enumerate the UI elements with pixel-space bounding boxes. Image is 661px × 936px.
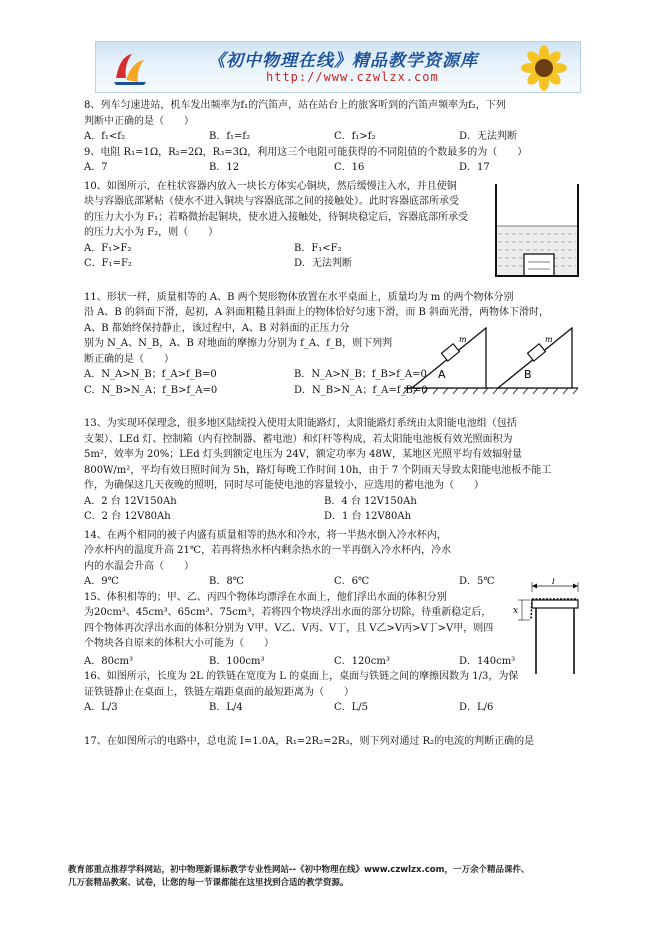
options-row xyxy=(84,241,584,257)
options-row xyxy=(84,129,584,145)
option-b[interactable]: B．f₁=f₂ xyxy=(209,131,251,142)
option-c[interactable]: C．6℃ xyxy=(334,576,370,587)
option-d[interactable]: D．5℃ xyxy=(459,576,495,587)
hang-x-label: x xyxy=(513,606,519,616)
option-d[interactable]: D．无法判断 xyxy=(459,131,518,142)
option-c[interactable]: C．16 xyxy=(334,162,365,173)
question-text: 9、电阻 R₁=1Ω，R₂=2Ω，R₃=3Ω，利用这三个电阻可能获得的不同阻值的个数最多的为（ ） xyxy=(84,146,528,158)
question-14 xyxy=(84,528,584,590)
wedge-a-label: A xyxy=(438,368,446,381)
option-b[interactable]: B．8℃ xyxy=(209,576,244,587)
question-text: 内的水温会升高（ ） xyxy=(84,560,194,572)
question-15 xyxy=(84,590,584,670)
question-17 xyxy=(84,734,584,750)
option-b[interactable]: B．100cm³ xyxy=(209,655,265,667)
option-d[interactable]: D．17 xyxy=(459,162,490,173)
footer-line: 几万套精品教案、试卷，让您的每一节课都能在这里找到合适的教学资源。 xyxy=(68,878,349,888)
options-row xyxy=(84,574,584,590)
footer-line: 教育部重点推荐学科网站，初中物理新课标教学专业性网站--《初中物理在线》www.czwlzx.com，一万余个精品课件、 xyxy=(68,865,530,875)
question-text: A、B 都始终保持静止，该过程中，A、B 对斜面的正压力分 xyxy=(84,322,350,334)
question-text: 作，为确保这几天夜晚的照明，同时尽可能使电池的容量较小，应选用的蓄电池为（ ） xyxy=(84,480,484,491)
question-text: 断正确的是（ ） xyxy=(84,353,174,365)
question-text: 判断中正确的是（ ） xyxy=(84,115,194,127)
question-text: 800W/m²，平均有效日照时间为 5h，路灯每晚工作时间 10h，由于 7 个阴雨天导致太阳能电池板不能工 xyxy=(84,464,552,476)
option-a[interactable]: A．f₁<f₂ xyxy=(84,131,126,142)
option-d[interactable]: D．140cm³ xyxy=(459,655,516,667)
question-text: 10、如图所示，在柱状容器内放入一块长方体实心铜块，然后缓慢注入水，并且使铜 xyxy=(84,180,457,192)
page-footer xyxy=(68,864,588,890)
question-text: 支架）、LEd 灯、控制箱（内有控制器、蓄电池）和灯杆等构成，若太阳能电池板有效光照面积为 xyxy=(84,433,513,445)
question-text: 8、列车匀速进站，机车发出频率为f₁的汽笛声，站在站台上的旅客听到的汽笛声频率为f₂，下列 xyxy=(84,100,506,111)
option-c[interactable]: C．L/5 xyxy=(334,702,369,713)
question-text: 14、在两个相同的被子内盛有质量相等的热水和冷水，将一半热水倒入冷水杯内， xyxy=(84,529,447,541)
question-text: 为20cm³、45cm³、65cm³、75cm³，若将四个物块浮出水面的部分切除，待重新稳定后， xyxy=(84,607,492,618)
question-text: 个物块各自原来的体积大小可能为（ ） xyxy=(84,638,274,649)
option-c[interactable]: C．N_B>N_A；f_B>f_A=0 xyxy=(84,384,218,396)
question-text: 块与容器底部紧帖（使水不进入铜块与容器底部之间的接触处）。此时容器底部所承受 xyxy=(84,196,459,207)
question-text: 的压力大小为 F₁；若略微抬起铜块，使水进入接触处，待铜块稳定后，容器底部所承受 xyxy=(84,211,469,223)
wedge-b-label: B xyxy=(524,368,532,381)
option-c[interactable]: C．2 台 12V80Ah xyxy=(84,511,171,522)
sunflower-icon xyxy=(514,44,574,93)
width-l-label: l xyxy=(552,578,555,587)
banner-url[interactable]: http://www.czwlzx.com xyxy=(266,70,439,84)
question-8 xyxy=(84,98,584,145)
option-b[interactable]: B．12 xyxy=(209,162,240,173)
option-a[interactable]: A．N_A>N_B；f_A>f_B=0 xyxy=(84,369,217,380)
question-text: 13、为实现环保理念，很多地区陆续投入使用太阳能路灯，太阳能路灯系统由太阳能电池组（包括 xyxy=(84,418,517,429)
option-c[interactable]: C．f₁>f₂ xyxy=(334,131,376,142)
option-b[interactable]: B．F₁<F₂ xyxy=(294,242,342,254)
option-a[interactable]: A．7 xyxy=(84,162,108,173)
question-text: 15、体积相等的；甲、乙、丙四个物体均漂浮在水面上，他们浮出水面的体积分别 xyxy=(84,591,447,603)
options-row xyxy=(84,509,584,525)
option-a[interactable]: A．2 台 12V150Ah xyxy=(84,495,177,507)
question-9 xyxy=(84,145,584,176)
option-a[interactable]: A．L/3 xyxy=(84,702,118,713)
question-text: 四个物体再次浮出水面的体积分别为 V甲、V乙、V丙、V丁，且 V乙>V丙>V丁>V甲，则四 xyxy=(84,622,494,634)
option-d[interactable]: D．无法判断 xyxy=(294,258,353,269)
question-text: 11、形状一样，质量相等的 A、B 两个契形物体放置在水平桌面上，质量均为 m 的两个物体分别 xyxy=(84,291,514,303)
site-logo-icon xyxy=(110,48,150,92)
question-text: 沿 A、B 的斜面下滑，起初，A 斜面粗糙且斜面上的物体恰好匀速下滑，而 B 斜面光滑，两物体下滑时， xyxy=(84,307,550,318)
option-a[interactable]: A．80cm³ xyxy=(84,655,134,667)
question-text: 17、在如图所示的电路中，总电流 I=1.0A，R₁=2R₂=2R₃，则下列对通过 R₂的电流的判断正确的是 xyxy=(84,735,535,747)
options-row xyxy=(84,160,584,176)
options-row xyxy=(84,494,584,510)
options-row xyxy=(84,383,584,399)
question-13 xyxy=(84,416,584,525)
question-10 xyxy=(84,179,584,272)
options-row xyxy=(84,654,584,670)
option-a[interactable]: A．F₁>F₂ xyxy=(84,242,132,254)
question-text: 的压力大小为 F₂，则（ ） xyxy=(84,227,219,238)
option-c[interactable]: C．F₁=F₂ xyxy=(84,258,132,269)
options-row xyxy=(84,367,584,383)
option-d[interactable]: D．N_B>N_A；f_A=f_B=0 xyxy=(294,384,428,396)
banner-title: 《初中物理在线》精品教学资源库 xyxy=(208,51,478,71)
mass-a-label: m xyxy=(459,335,467,344)
option-d[interactable]: D．L/6 xyxy=(459,702,494,713)
option-a[interactable]: A．9℃ xyxy=(84,576,119,587)
question-text: 16、如图所示，长度为 2L 的铁链在宽度为 L 的桌面上，桌面与铁链之间的摩擦因数为 1/3，为保 xyxy=(84,671,519,682)
question-11 xyxy=(84,290,584,399)
header-banner xyxy=(95,41,581,93)
question-text: 别为 N_A、N_B，A、B 对地面的摩擦力分别为 f_A、f_B，则下列判 xyxy=(84,338,393,349)
option-b[interactable]: B．4 台 12V150Ah xyxy=(324,495,417,507)
question-text: 证铁链静止在桌面上，铁链左端距桌面的最短距离为（ ） xyxy=(84,686,354,698)
question-text: 冷水杯内的温度升高 21℃，若再将热水杯内剩余热水的一半再倒入冷水杯内，冷水 xyxy=(84,545,452,556)
option-d[interactable]: D．1 台 12V80Ah xyxy=(324,511,412,522)
option-c[interactable]: C．120cm³ xyxy=(334,655,390,667)
question-16 xyxy=(84,669,584,716)
option-b[interactable]: B．L/4 xyxy=(209,702,243,713)
options-row xyxy=(84,256,584,272)
option-b[interactable]: B．N_A>N_B；f_B>f_A=0 xyxy=(294,369,427,380)
options-row xyxy=(84,700,584,716)
question-text: 5m²，效率为 20%；LEd 灯头到额定电压为 24V，额定功率为 48W，某地区光照平均有效辐射量 xyxy=(84,449,523,460)
mass-b-label: m xyxy=(545,335,553,344)
question-sheet xyxy=(84,98,584,749)
